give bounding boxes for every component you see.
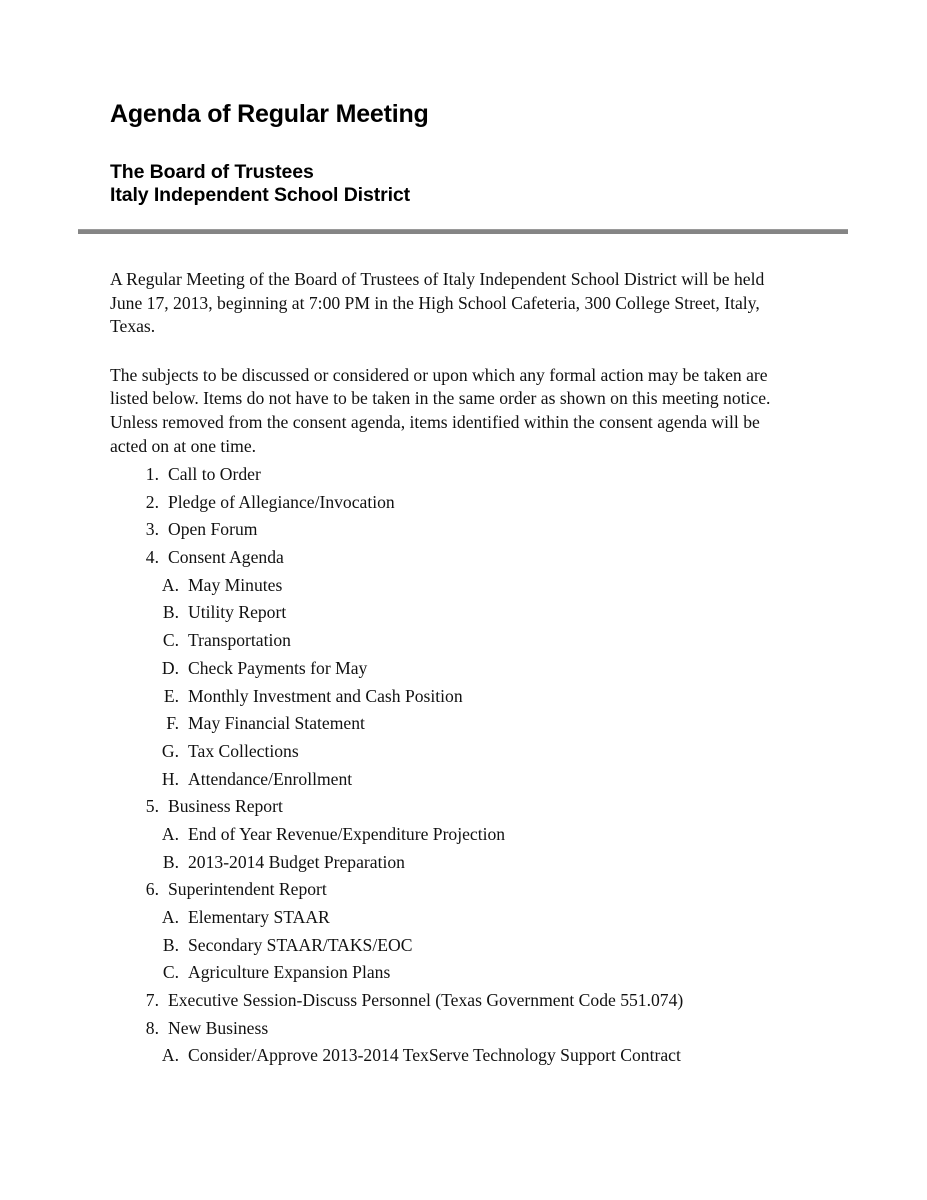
agenda-item: [110, 932, 810, 960]
agenda-item-label: May Minutes: [188, 574, 283, 595]
agenda-item-label: Agriculture Expansion Plans: [188, 962, 391, 983]
agenda-item-marker: 8.: [145, 1017, 159, 1038]
document-body: [110, 268, 800, 458]
agenda-item-label: Call to Order: [168, 464, 261, 484]
agenda-item-label: 2013-2014 Budget Preparation: [188, 851, 405, 872]
agenda-item-marker: 2.: [145, 491, 159, 512]
agenda-item: [110, 572, 810, 600]
agenda-item-marker: F.: [166, 713, 179, 734]
agenda-item-label: Tax Collections: [188, 740, 299, 761]
agenda-item-label: May Financial Statement: [188, 713, 365, 734]
agenda-item-marker: A.: [161, 574, 179, 595]
agenda-item: [110, 544, 810, 572]
header-divider-rule: [78, 229, 848, 234]
agenda-item: [110, 461, 810, 489]
agenda-item: [110, 627, 810, 655]
document-header: [110, 99, 850, 207]
agenda-item-label: Executive Session-Discuss Personnel (Texas Government Code 551.074): [168, 990, 684, 1011]
page-title: Agenda of Regular Meeting: [110, 100, 429, 128]
consent-agenda-notice-paragraph: The subjects to be discussed or considered or upon which any formal action may be taken are listed below. Items do not have to be taken in the same order as shown on this meeting notice. Unless removed from the consent agenda, items identified within the consent agenda will be acted on at one time.: [110, 364, 771, 456]
agenda-item-marker: 7.: [145, 990, 159, 1011]
agenda-item-marker: B.: [162, 934, 179, 955]
agenda-item-marker: 6.: [145, 879, 159, 900]
agenda-item-label: New Business: [168, 1017, 269, 1038]
agenda-item-label: Attendance/Enrollment: [188, 768, 353, 789]
agenda-item: [110, 683, 810, 711]
agenda-item-marker: 4.: [145, 547, 159, 568]
agenda-item-list: [110, 461, 810, 1070]
meeting-details-paragraph: A Regular Meeting of the Board of Trustees of Italy Independent School District will be held June 17, 2013, beginning at 7:00 PM in the High School Cafeteria, 300 College Street, Italy, Texas.: [110, 269, 765, 337]
agenda-item-marker: A.: [161, 907, 179, 927]
agenda-item: [110, 738, 810, 766]
agenda-item-label: Check Payments for May: [188, 657, 368, 678]
agenda-item-label: End of Year Revenue/Expenditure Projection: [188, 823, 506, 844]
agenda-item-marker: C.: [162, 962, 179, 983]
agenda-item-label: Monthly Investment and Cash Position: [188, 685, 463, 706]
document-subtitle: [110, 161, 850, 207]
agenda-item-marker: D.: [161, 657, 179, 678]
agenda-item: [110, 710, 810, 738]
agenda-item-marker: A.: [161, 1045, 179, 1066]
agenda-item-marker: B.: [162, 602, 179, 623]
agenda-item-marker: B.: [162, 851, 179, 872]
agenda-item: [110, 849, 810, 877]
agenda-item-label: Business Report: [168, 796, 283, 817]
agenda-item: [110, 1015, 810, 1043]
agenda-item: [110, 766, 810, 794]
agenda-item: [110, 655, 810, 683]
subtitle-line-district: Italy Independent School District: [110, 184, 411, 206]
agenda-item-label: Secondary STAAR/TAKS/EOC: [188, 934, 413, 955]
agenda-item: [110, 821, 810, 849]
agenda-item: [110, 987, 810, 1015]
agenda-item-label: Pledge of Allegiance/Invocation: [168, 491, 395, 512]
agenda-item: [110, 1042, 810, 1070]
agenda-item-label: Utility Report: [188, 602, 287, 623]
agenda-item-label: Consent Agenda: [168, 547, 284, 568]
agenda-item-marker: 5.: [145, 796, 159, 817]
agenda-item-marker: H.: [161, 768, 179, 789]
agenda-item-label: Consider/Approve 2013-2014 TexServe Technology Support Contract: [188, 1045, 681, 1066]
subtitle-line-board: The Board of Trustees: [110, 161, 314, 183]
agenda-item-label: Superintendent Report: [168, 879, 327, 900]
agenda-item-label: Open Forum: [168, 519, 258, 540]
agenda-item-marker: E.: [163, 685, 179, 706]
agenda-item: [110, 904, 810, 932]
agenda-item-marker: A.: [161, 823, 179, 844]
agenda-item: [110, 489, 810, 517]
agenda-item: [110, 876, 810, 904]
agenda-item: [110, 793, 810, 821]
agenda-item: [110, 516, 810, 544]
agenda-item-marker: 1.: [145, 464, 159, 484]
agenda-item-label: Transportation: [188, 630, 291, 651]
agenda-item-marker: G.: [161, 740, 179, 761]
agenda-item-marker: C.: [162, 630, 179, 651]
agenda-item-marker: 3.: [145, 519, 159, 540]
agenda-item: [110, 599, 810, 627]
agenda-item: [110, 959, 810, 987]
agenda-item-label: Elementary STAAR: [188, 907, 330, 927]
